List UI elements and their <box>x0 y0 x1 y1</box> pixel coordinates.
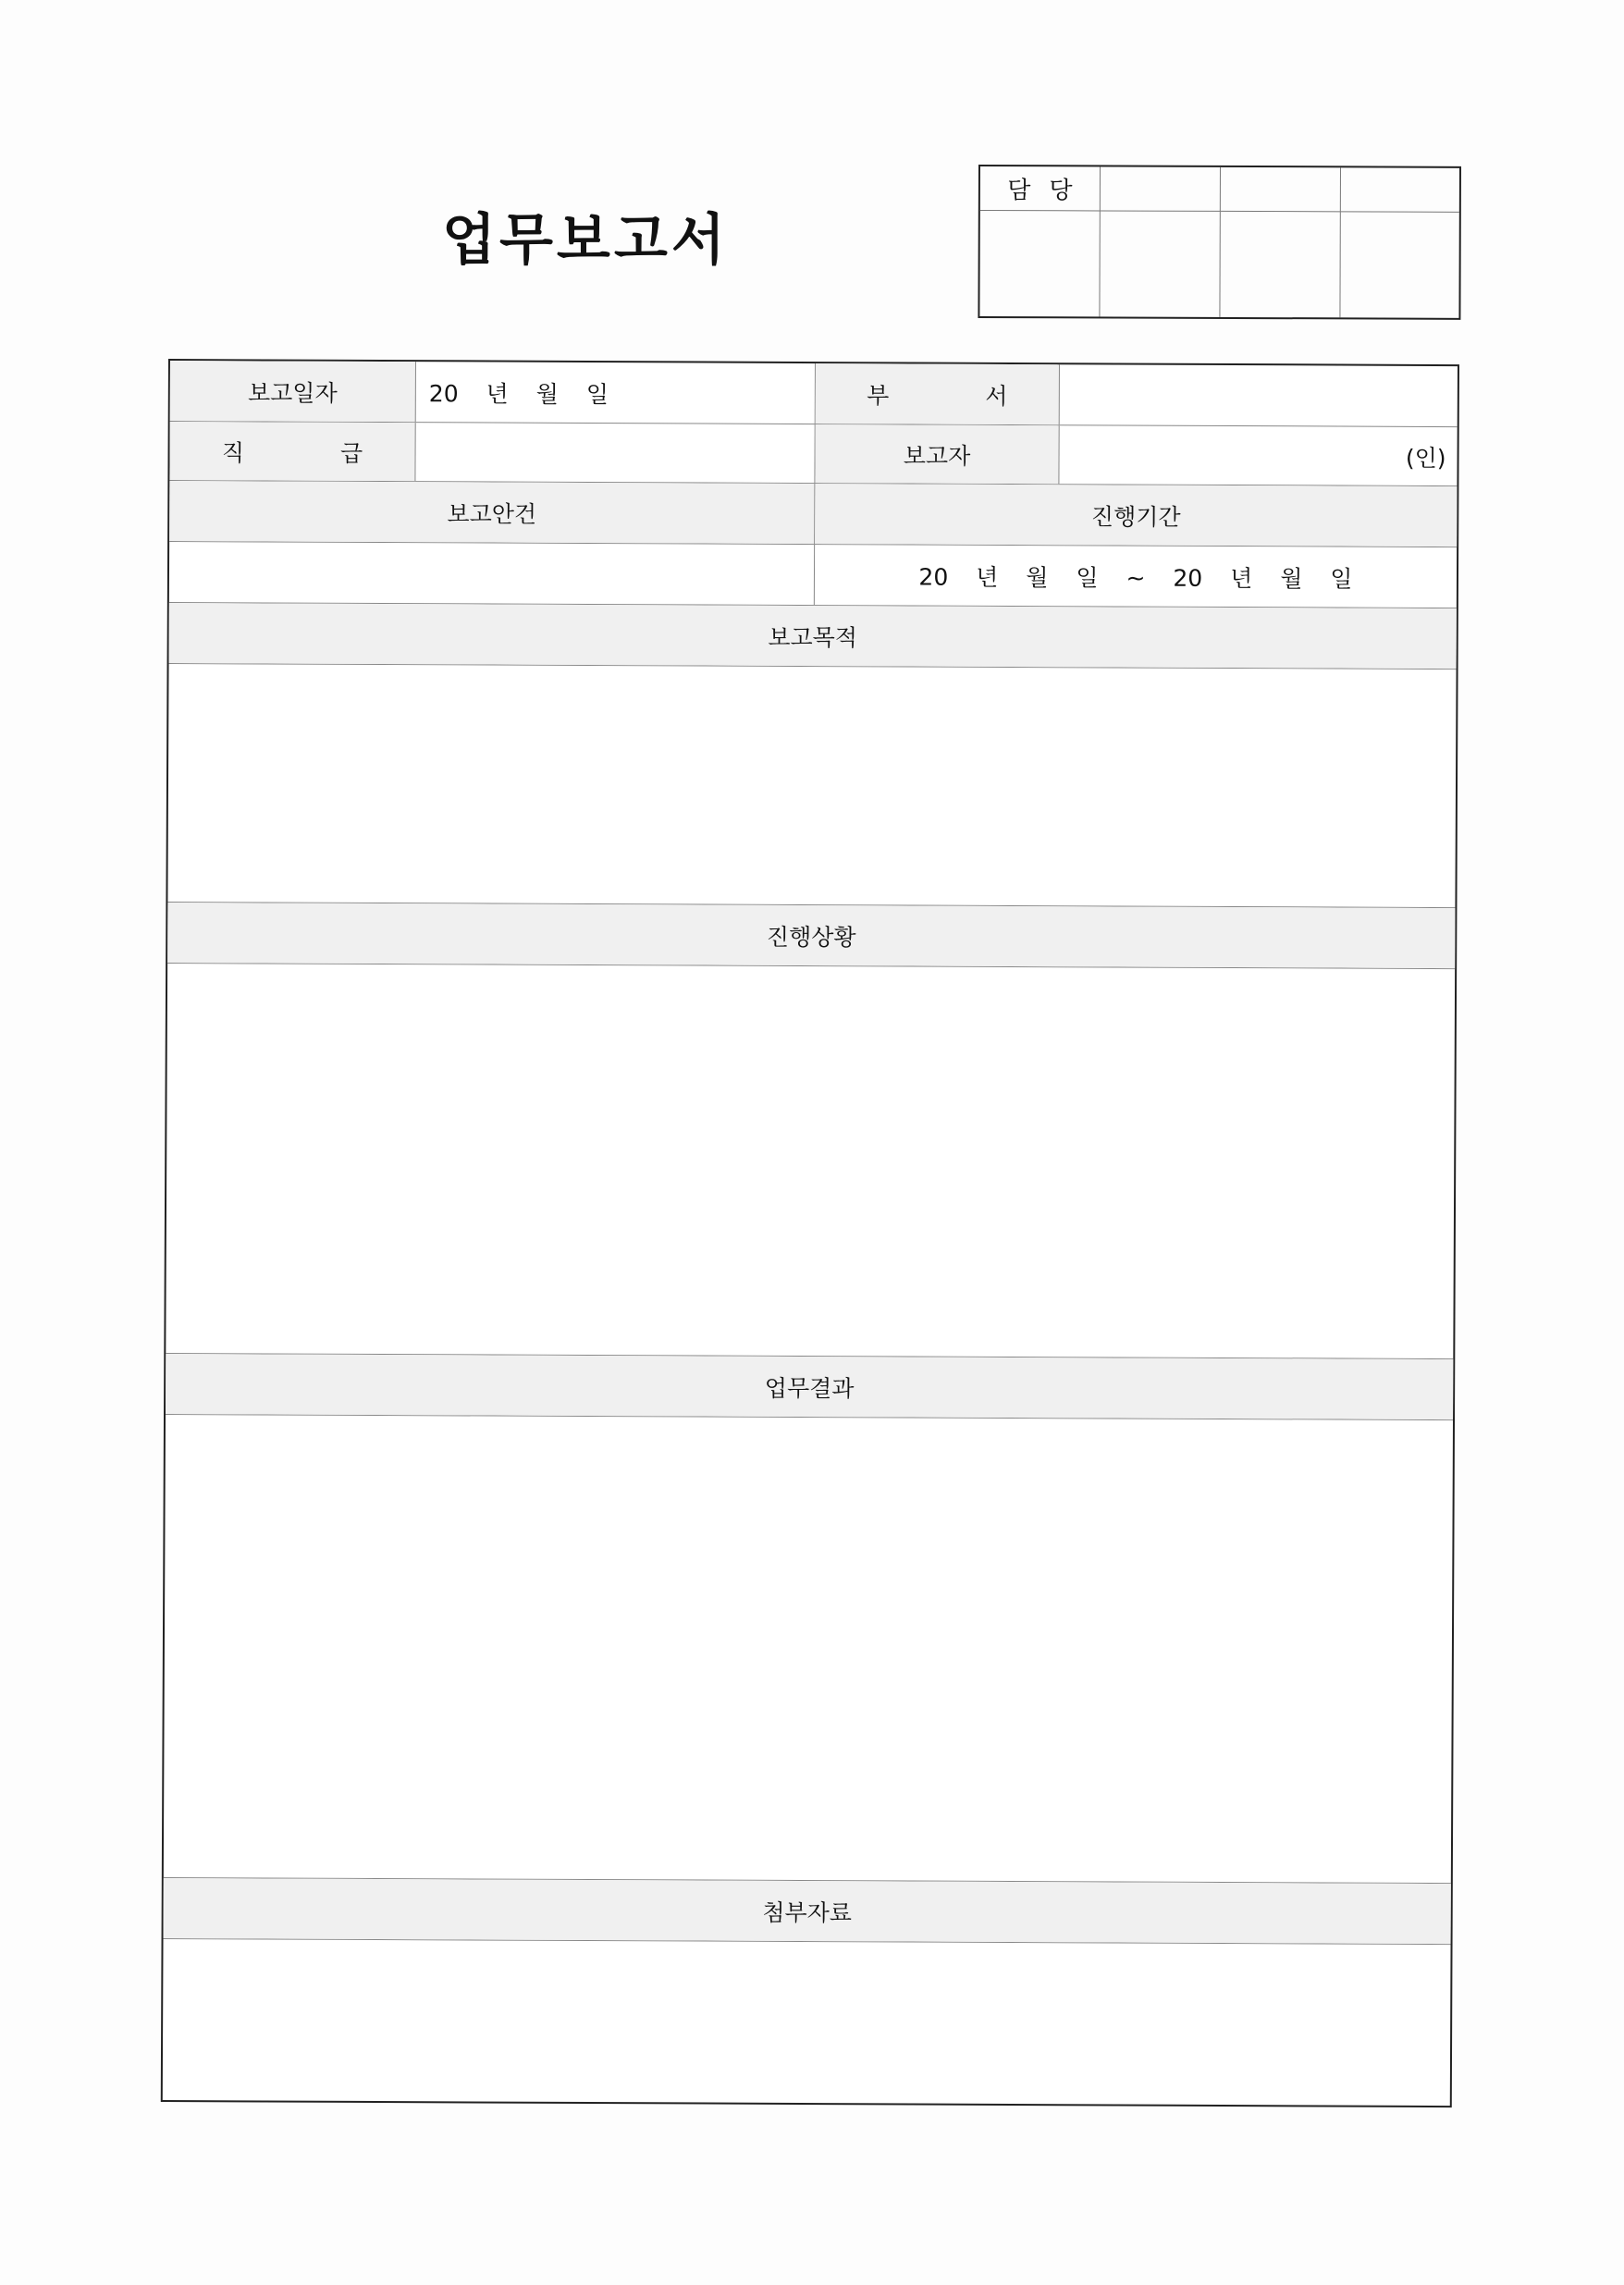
approval-sign-cell-3[interactable] <box>1340 212 1458 317</box>
approval-label: 담당 <box>980 166 1101 211</box>
approval-sign-cell-1[interactable] <box>1100 211 1220 316</box>
purpose-textarea[interactable] <box>167 664 1456 907</box>
result-textarea[interactable] <box>164 1415 1453 1883</box>
attachments-body-row <box>163 1939 1451 2106</box>
report-form <box>161 359 1459 2107</box>
row-agenda-period-header <box>169 481 1457 547</box>
agenda-label: 보고안건 <box>169 481 815 544</box>
progress-textarea[interactable] <box>166 964 1455 1358</box>
approval-name-cell-3[interactable] <box>1341 167 1459 212</box>
attachments-textarea[interactable] <box>163 1939 1451 2106</box>
approval-box <box>978 165 1461 320</box>
row-position-reporter <box>169 422 1457 486</box>
purpose-body-row <box>167 664 1456 908</box>
position-field[interactable] <box>415 423 815 483</box>
row-date-department <box>170 361 1458 427</box>
progress-label: 진행상황 <box>167 903 1455 968</box>
approval-sign-cell-2[interactable] <box>1220 212 1340 317</box>
department-label: 부 서 <box>816 363 1060 424</box>
report-date-label: 보고일자 <box>170 361 416 422</box>
position-label: 직 급 <box>169 422 415 481</box>
purpose-header-row <box>169 603 1457 670</box>
approval-sign-cell-0[interactable] <box>979 211 1100 316</box>
agenda-field[interactable] <box>169 542 815 605</box>
period-field[interactable]: 20 년 월 일 ~ 20 년 월 일 <box>918 563 1353 593</box>
progress-body-row <box>166 964 1455 1359</box>
reporter-seal[interactable]: (인) <box>1405 444 1446 472</box>
purpose-label: 보고목적 <box>169 603 1457 669</box>
attachments-label: 첨부자료 <box>164 1878 1451 1944</box>
approval-name-cell-2[interactable] <box>1221 167 1341 212</box>
approval-name-cell-1[interactable] <box>1101 166 1221 211</box>
report-date-field[interactable]: 20 년 월 일 <box>416 362 816 424</box>
progress-header-row <box>167 903 1455 969</box>
result-label: 업무결과 <box>166 1354 1453 1419</box>
result-header-row <box>166 1354 1453 1420</box>
period-label: 진행기간 <box>815 484 1457 547</box>
department-field[interactable] <box>1060 364 1458 426</box>
result-body-row <box>164 1415 1453 1884</box>
attachments-header-row <box>164 1878 1451 1945</box>
page-title: 업무보고서 <box>442 208 729 273</box>
row-agenda-period-values <box>169 542 1457 608</box>
reporter-label: 보고자 <box>815 424 1059 484</box>
